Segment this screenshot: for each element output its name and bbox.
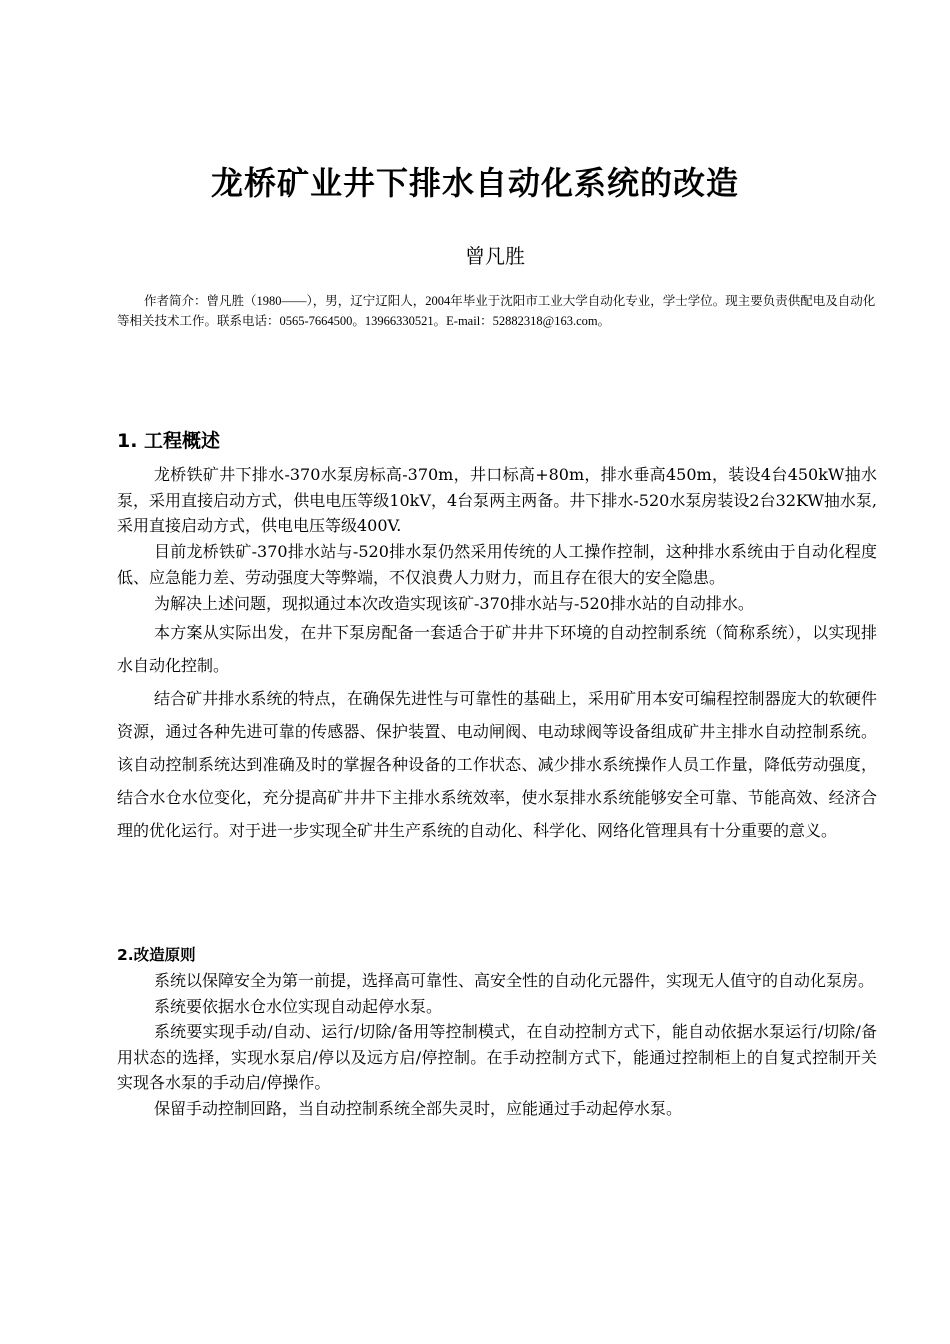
section-2-body	[117, 968, 877, 1121]
paragraph: 为解决上述问题，现拟通过本次改造实现该矿-370排水站与-520排水站的自动排水。	[154, 593, 754, 613]
author-name: 曾凡胜	[465, 244, 525, 268]
paragraph: 本方案从实际出发，在井下泵房配备一套适合于矿井井下环境的自动控制系统（简称系统），以实现排水自动化控制。	[117, 623, 877, 676]
paper-title: 龙桥矿业井下排水自动化系统的改造	[210, 164, 739, 202]
paragraph: 系统要实现手动/自动、运行/切除/备用等控制模式，在自动控制方式下，能自动依据水泵运行/切除/备用状态的选择，实现水泵启/停以及远方启/停控制。在手动控制方式下，能通过控制柜上的自复式控制开关实现各水泵的手动启/停操作。	[117, 1022, 877, 1092]
paragraph: 系统以保障安全为第一前提，选择高可靠性、高安全性的自动化元器件，实现无人值守的自动化泵房。	[154, 971, 875, 990]
paragraph: 保留手动控制回路，当自动控制系统全部失灵时，应能通过手动起停水泵。	[154, 1098, 683, 1118]
paragraph: 结合矿井排水系统的特点，在确保先进性与可靠性的基础上，采用矿用本安可编程控制器庞大的软硬件资源，通过各种先进可靠的传感器、保护装置、电动闸阀、电动球阀等设备组成矿井主排水自动控制系统。该自动控制系统达到准确及时的掌握各种设备的工作状态、减少排水系统操作人员工作量，降低劳动强度，结合水仓水位变化，充分提高矿井井下主排水系统效率，使水泵排水系统能够安全可靠、节能高效、经济合理的优化运行。对于进一步实现全矿井生产系统的自动化、科学化、网络化管理具有十分重要的意义。	[117, 689, 877, 841]
section-2-heading: 2.改造原则	[117, 946, 196, 964]
paragraph: 系统要依据水仓水位实现自动起停水泵。	[154, 996, 443, 1016]
paragraph: 目前龙桥铁矿-370排水站与-520排水泵仍然采用传统的人工操作控制，这种排水系统由于自动化程度低、应急能力差、劳动强度大等弊端，不仅浪费人力财力，而且存在很大的安全隐患。	[117, 542, 877, 587]
author-bio: 作者简介：曾凡胜（1980——），男，辽宁辽阳人，2004年毕业于沈阳市工业大学自动化专业，学士学位。现主要负责供配电及自动化等相关技术工作。联系电话：0565-7664500。13966330521。E-mail：52882318@163.com。	[117, 294, 876, 328]
paragraph: 龙桥铁矿井下排水-370水泵房标高-370m，井口标高+80m，排水垂高450m，装设4台450kW抽水泵，采用直接启动方式，供电电压等级10kV，4台泵两主两备。井下排水-520水泵房装设2台32KW抽水泵, 采用直接启动方式，供电电压等级400V.	[117, 465, 877, 536]
section-1-body	[117, 462, 877, 847]
section-1-heading: 1. 工程概述	[117, 430, 221, 452]
